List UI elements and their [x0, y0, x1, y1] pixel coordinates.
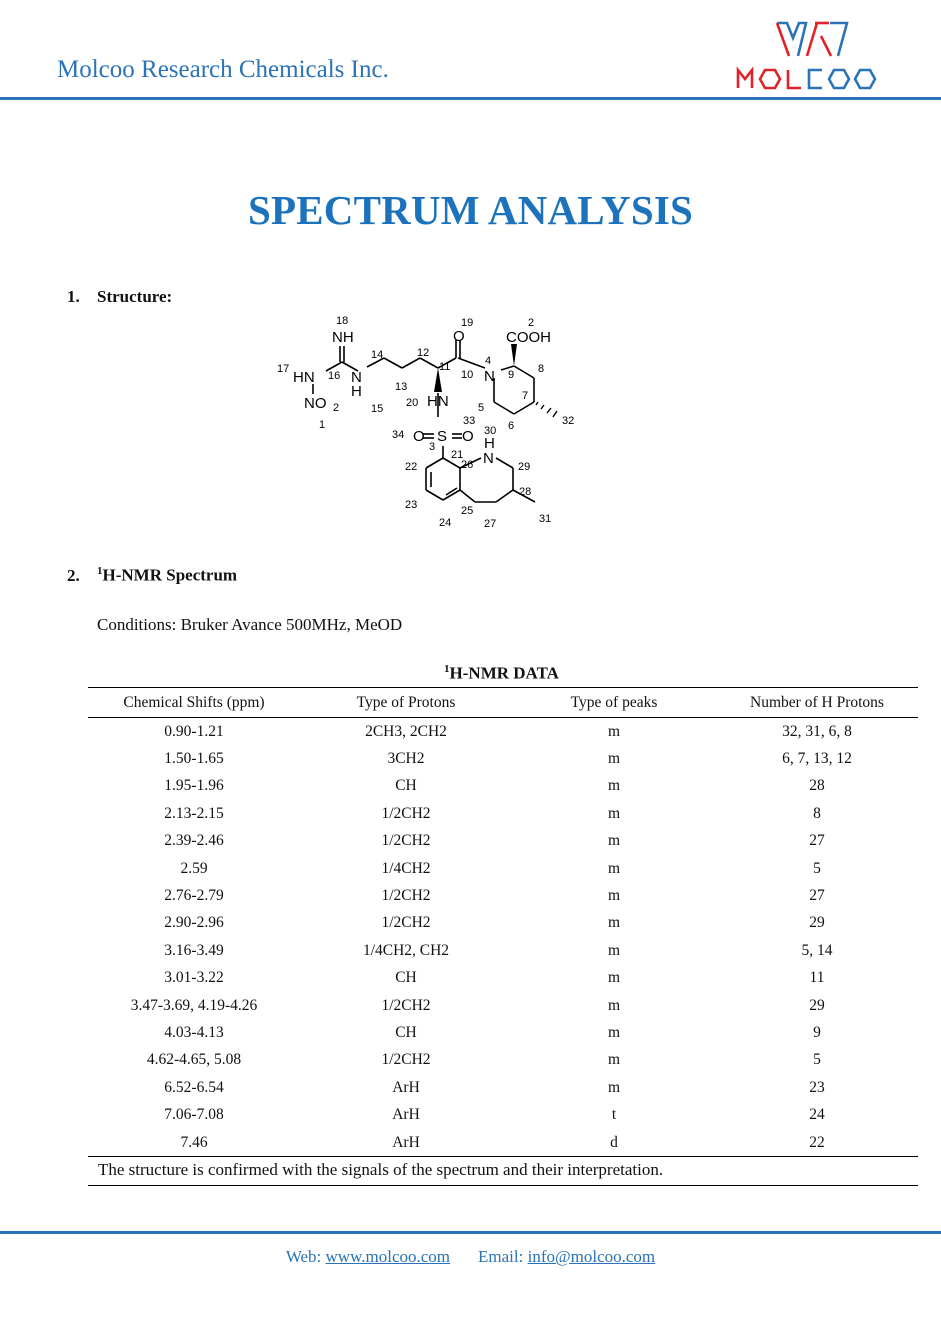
cell-peak-type: m — [607, 914, 621, 932]
structure-label: S — [437, 428, 448, 445]
structure-label: O — [462, 428, 474, 445]
cell-peak-type: m — [607, 887, 621, 905]
structure-label: 24 — [439, 517, 452, 529]
structure-label: N — [484, 368, 495, 385]
structure-label: H — [484, 435, 495, 452]
table-title-text: H-NMR DATA — [449, 663, 559, 683]
section-label: H-NMR Spectrum — [102, 565, 238, 585]
table-title — [0, 663, 941, 684]
column-header: Number of H Protons — [716, 688, 918, 718]
table-row — [88, 1129, 918, 1157]
cell-h-protons: 24 — [809, 1106, 825, 1124]
cell-peak-type: m — [607, 777, 621, 795]
cell-proton-type: 1/2CH2 — [381, 887, 431, 905]
nmr-data-table — [88, 687, 918, 1186]
table-row — [88, 882, 918, 909]
web-link[interactable]: www.molcoo.com — [325, 1247, 451, 1266]
section-structure-heading — [67, 287, 172, 307]
cell-proton-type: 1/2CH2 — [381, 914, 431, 932]
structure-label: 30 — [484, 425, 497, 437]
structure-label: 16 — [328, 370, 341, 382]
cell-h-protons: 32, 31, 6, 8 — [782, 722, 852, 740]
cell-h-protons: 11 — [809, 969, 825, 987]
cell-proton-type: 1/2CH2 — [381, 996, 431, 1014]
cell-proton-type: ArH — [392, 1078, 420, 1096]
cell-h-protons: 5 — [813, 859, 821, 877]
cell-peak-type: m — [607, 941, 621, 959]
cell-chemical-shift: 1.50-1.65 — [164, 750, 224, 768]
cell-chemical-shift: 3.47-3.69, 4.19-4.26 — [130, 996, 258, 1014]
table-row — [88, 1047, 918, 1074]
table-row — [88, 718, 918, 746]
structure-label: 27 — [484, 518, 497, 530]
cell-proton-type: ArH — [392, 1106, 420, 1124]
structure-label: 23 — [405, 499, 418, 511]
cell-peak-type: m — [607, 1051, 621, 1069]
structure-label: COOH — [506, 329, 551, 346]
structure-label: O — [413, 428, 425, 445]
cell-h-protons: 5, 14 — [801, 941, 833, 959]
cell-proton-type: ArH — [392, 1133, 420, 1151]
table-footnote: The structure is confirmed with the signals of the spectrum and their interpretation. — [88, 1157, 918, 1186]
cell-chemical-shift: 2.76-2.79 — [164, 887, 224, 905]
footer-rule — [0, 1231, 941, 1234]
structure-label: 34 — [392, 429, 405, 441]
cell-h-protons: 29 — [809, 996, 825, 1014]
cell-h-protons: 22 — [809, 1133, 825, 1151]
table-row — [88, 965, 918, 992]
page-title: SPECTRUM ANALYSIS — [247, 187, 694, 233]
structure-label: 6 — [508, 420, 515, 432]
structure-label: 18 — [336, 315, 349, 327]
cell-chemical-shift: 3.01-3.22 — [164, 969, 224, 987]
structure-label: N — [351, 369, 362, 386]
structure-label: 21 — [451, 449, 464, 461]
cell-peak-type: m — [607, 1023, 621, 1041]
structure-label: 8 — [538, 363, 545, 375]
cell-proton-type: 2CH3, 2CH2 — [365, 722, 447, 740]
structure-label: 5 — [478, 402, 485, 414]
table-row — [88, 1101, 918, 1128]
structure-label: 12 — [417, 347, 430, 359]
cell-proton-type: 1/2CH2 — [381, 804, 431, 822]
structure-label: 17 — [277, 363, 290, 375]
table-footnote-row — [88, 1157, 918, 1186]
structure-label: 13 — [395, 381, 408, 393]
structure-label: 28 — [519, 486, 532, 498]
cell-h-protons: 8 — [813, 804, 821, 822]
cell-h-protons: 23 — [809, 1078, 825, 1096]
cell-proton-type: CH — [395, 969, 417, 987]
structure-label: 4 — [485, 355, 492, 367]
cell-peak-type: t — [611, 1106, 617, 1124]
cell-chemical-shift: 2.13-2.15 — [164, 804, 224, 822]
cell-proton-type: 3CH2 — [387, 750, 425, 768]
structure-label: HN — [427, 393, 449, 410]
structure-label: 26 — [461, 459, 474, 471]
structure-label: 20 — [406, 397, 419, 409]
column-header: Type of peaks — [512, 688, 716, 718]
structure-label: 31 — [539, 513, 552, 525]
section-number: 2. — [67, 565, 80, 585]
table-row — [88, 1019, 918, 1046]
structure-label: 1 — [319, 419, 326, 431]
cell-peak-type: m — [607, 722, 621, 740]
structure-label: 9 — [508, 369, 515, 381]
section-label: Structure: — [97, 287, 173, 306]
table-row — [88, 773, 918, 800]
table-row — [88, 910, 918, 937]
cell-chemical-shift: 2.59 — [180, 859, 208, 877]
cell-h-protons: 9 — [813, 1023, 821, 1041]
structure-label: 2 — [333, 402, 340, 414]
cell-chemical-shift: 2.90-2.96 — [164, 914, 224, 932]
structure-label: 22 — [405, 461, 418, 473]
table-header-row — [88, 688, 918, 718]
chemical-structure-diagram — [270, 310, 590, 532]
web-label: Web: — [285, 1247, 326, 1266]
cell-chemical-shift: 7.06-7.08 — [164, 1106, 224, 1124]
table-row — [88, 828, 918, 855]
table-row — [88, 800, 918, 827]
structure-label: 14 — [371, 349, 384, 361]
cell-chemical-shift: 2.39-2.46 — [164, 832, 224, 850]
structure-label: 19 — [461, 317, 474, 329]
structure-label: H — [351, 383, 362, 400]
cell-h-protons: 28 — [809, 777, 825, 795]
cell-peak-type: m — [607, 1078, 621, 1096]
cell-chemical-shift: 4.62-4.65, 5.08 — [146, 1051, 242, 1069]
cell-peak-type: m — [607, 832, 621, 850]
cell-h-protons: 27 — [809, 832, 825, 850]
structure-label: 33 — [463, 415, 476, 427]
cell-chemical-shift: 1.95-1.96 — [164, 777, 224, 795]
table-row — [88, 745, 918, 772]
structure-label: 32 — [562, 415, 575, 427]
cell-proton-type: 1/4CH2 — [381, 859, 431, 877]
structure-label: 3 — [429, 441, 436, 453]
structure-label: 15 — [371, 403, 384, 415]
cell-peak-type: m — [607, 859, 621, 877]
structure-label: HN — [293, 369, 315, 386]
structure-label: NO — [304, 395, 327, 412]
cell-chemical-shift: 4.03-4.13 — [164, 1023, 224, 1041]
nmr-conditions: Conditions: Bruker Avance 500MHz, MeOD — [97, 615, 403, 634]
section-number: 1. — [67, 287, 80, 306]
structure-label: 29 — [518, 461, 531, 473]
cell-peak-type: m — [607, 750, 621, 768]
cell-chemical-shift: 6.52-6.54 — [164, 1078, 224, 1096]
table-row — [88, 992, 918, 1019]
cell-proton-type: CH — [395, 1023, 417, 1041]
structure-label: N — [483, 450, 494, 467]
cell-h-protons: 29 — [809, 914, 825, 932]
structure-label: 2 — [528, 317, 535, 329]
cell-peak-type: m — [607, 969, 621, 987]
table-row — [88, 1074, 918, 1101]
molcoo-logo — [735, 18, 890, 94]
cell-h-protons: 5 — [813, 1051, 821, 1069]
cell-peak-type: d — [610, 1133, 618, 1151]
cell-proton-type: 1/4CH2, CH2 — [362, 941, 450, 959]
email-link[interactable]: info@molcoo.com — [527, 1247, 656, 1266]
structure-label: 7 — [522, 390, 529, 402]
footer — [0, 1247, 941, 1267]
header-rule — [0, 97, 941, 100]
cell-proton-type: 1/2CH2 — [381, 1051, 431, 1069]
structure-label: 25 — [461, 505, 474, 517]
cell-h-protons: 27 — [809, 887, 825, 905]
cell-h-protons: 6, 7, 13, 12 — [782, 750, 852, 768]
cell-proton-type: CH — [395, 777, 417, 795]
cell-proton-type: 1/2CH2 — [381, 832, 431, 850]
structure-label: NH — [332, 329, 354, 346]
structure-label: 11 — [439, 361, 451, 373]
structure-label: 10 — [461, 369, 474, 381]
company-name: Molcoo Research Chemicals Inc. — [57, 56, 389, 83]
superscript: 1 — [444, 663, 450, 675]
cell-chemical-shift: 0.90-1.21 — [164, 722, 224, 740]
email-label: Email: — [478, 1247, 528, 1266]
cell-chemical-shift: 7.46 — [180, 1133, 208, 1151]
table-row — [88, 937, 918, 964]
cell-peak-type: m — [607, 996, 621, 1014]
section-nmr-heading — [67, 565, 237, 586]
structure-label: O — [453, 328, 465, 345]
column-header: Type of Protons — [300, 688, 512, 718]
column-header: Chemical Shifts (ppm) — [88, 688, 300, 718]
cell-chemical-shift: 3.16-3.49 — [164, 941, 224, 959]
cell-peak-type: m — [607, 804, 621, 822]
table-row — [88, 855, 918, 882]
superscript: 1 — [97, 565, 103, 577]
